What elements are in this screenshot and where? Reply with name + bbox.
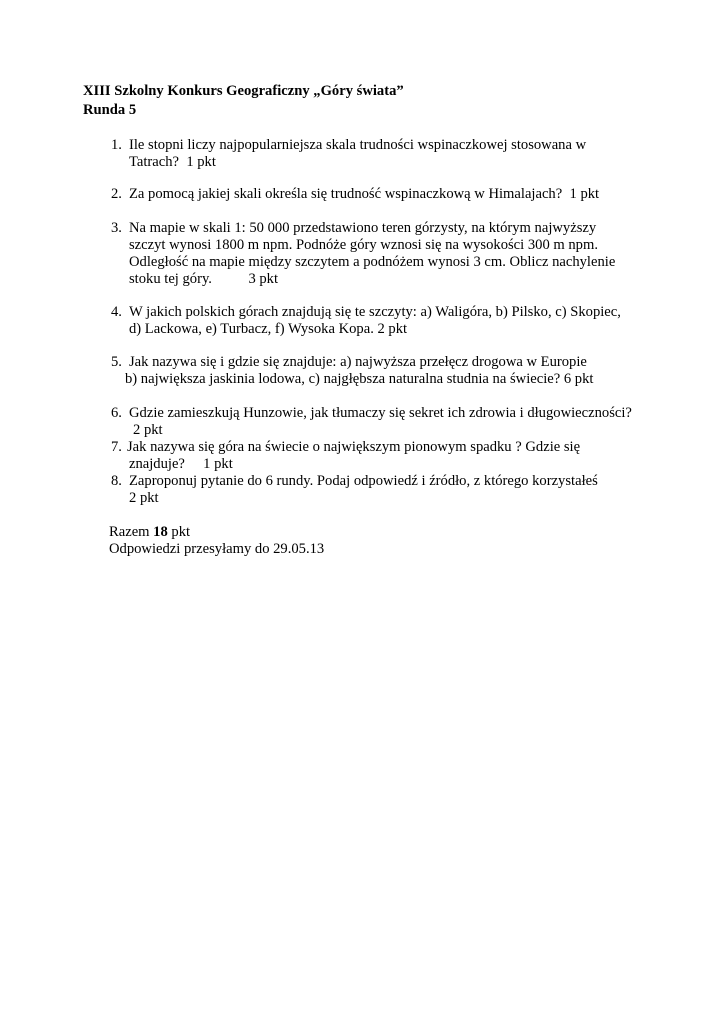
question-text-line: Odległość na mapie między szczytem a podnóżem wynosi 3 cm. Oblicz nachylenie (129, 254, 616, 270)
total-points (109, 524, 190, 541)
round-label: Runda 5 (83, 102, 137, 118)
question-number: 6. (111, 405, 122, 421)
question-number: 5. (111, 354, 122, 370)
question-number: 1. (111, 137, 122, 153)
question-number: 4. (111, 304, 122, 320)
question-text-line: Tatrach? 1 pkt (129, 154, 216, 170)
question-text-line: Jak nazywa się góra na świecie o największym pionowym spadku ? Gdzie się (127, 439, 581, 455)
question-text-line: Na mapie w skali 1: 50 000 przedstawiono teren górzysty, na którym najwyższy (129, 220, 597, 236)
question-number: 3. (111, 220, 122, 236)
question-text-line: 2 pkt (129, 490, 159, 506)
total-prefix: Razem (109, 524, 154, 540)
question-text-line: znajduje? 1 pkt (129, 456, 233, 472)
question-text-line: Jak nazywa się i gdzie się znajduje: a) najwyższa przełęcz drogowa w Europie (129, 354, 587, 370)
total-value: 18 (153, 524, 168, 540)
question-text-line: Zaproponuj pytanie do 6 rundy. Podaj odpowiedź i źródło, z którego korzystałeś (129, 473, 598, 489)
question-text-line: Gdzie zamieszkują Hunzowie, jak tłumaczy się sekret ich zdrowia i długowieczności? (129, 405, 632, 421)
question-text-line: szczyt wynosi 1800 m npm. Podnóże góry wznosi się na wysokości 300 m npm. (129, 237, 598, 253)
document-title: XIII Szkolny Konkurs Geograficzny „Góry świata” (83, 83, 404, 99)
question-text-line: d) Lackowa, e) Turbacz, f) Wysoka Kopa. 2 pkt (129, 321, 408, 337)
question-number: 2. (111, 186, 122, 202)
question-text-line: W jakich polskich górach znajdują się te szczyty: a) Waligóra, b) Pilsko, c) Skopiec, (129, 304, 621, 320)
total-suffix: pkt (167, 524, 191, 540)
deadline-text: Odpowiedzi przesyłamy do 29.05.13 (109, 541, 325, 557)
question-text-line: stoku tej góry. 3 pkt (129, 271, 279, 287)
question-number: 8. (111, 473, 122, 489)
question-number: 7. (111, 439, 122, 455)
question-text-line: b) największa jaskinia lodowa, c) najgłębsza naturalna studnia na świecie? 6 pkt (125, 371, 594, 387)
question-text-line: Ile stopni liczy najpopularniejsza skala trudności wspinaczkowej stosowana w (129, 137, 587, 153)
question-text-line: Za pomocą jakiej skali określa się trudność wspinaczkową w Himalajach? 1 pkt (129, 186, 600, 202)
question-text-line: 2 pkt (133, 422, 163, 438)
